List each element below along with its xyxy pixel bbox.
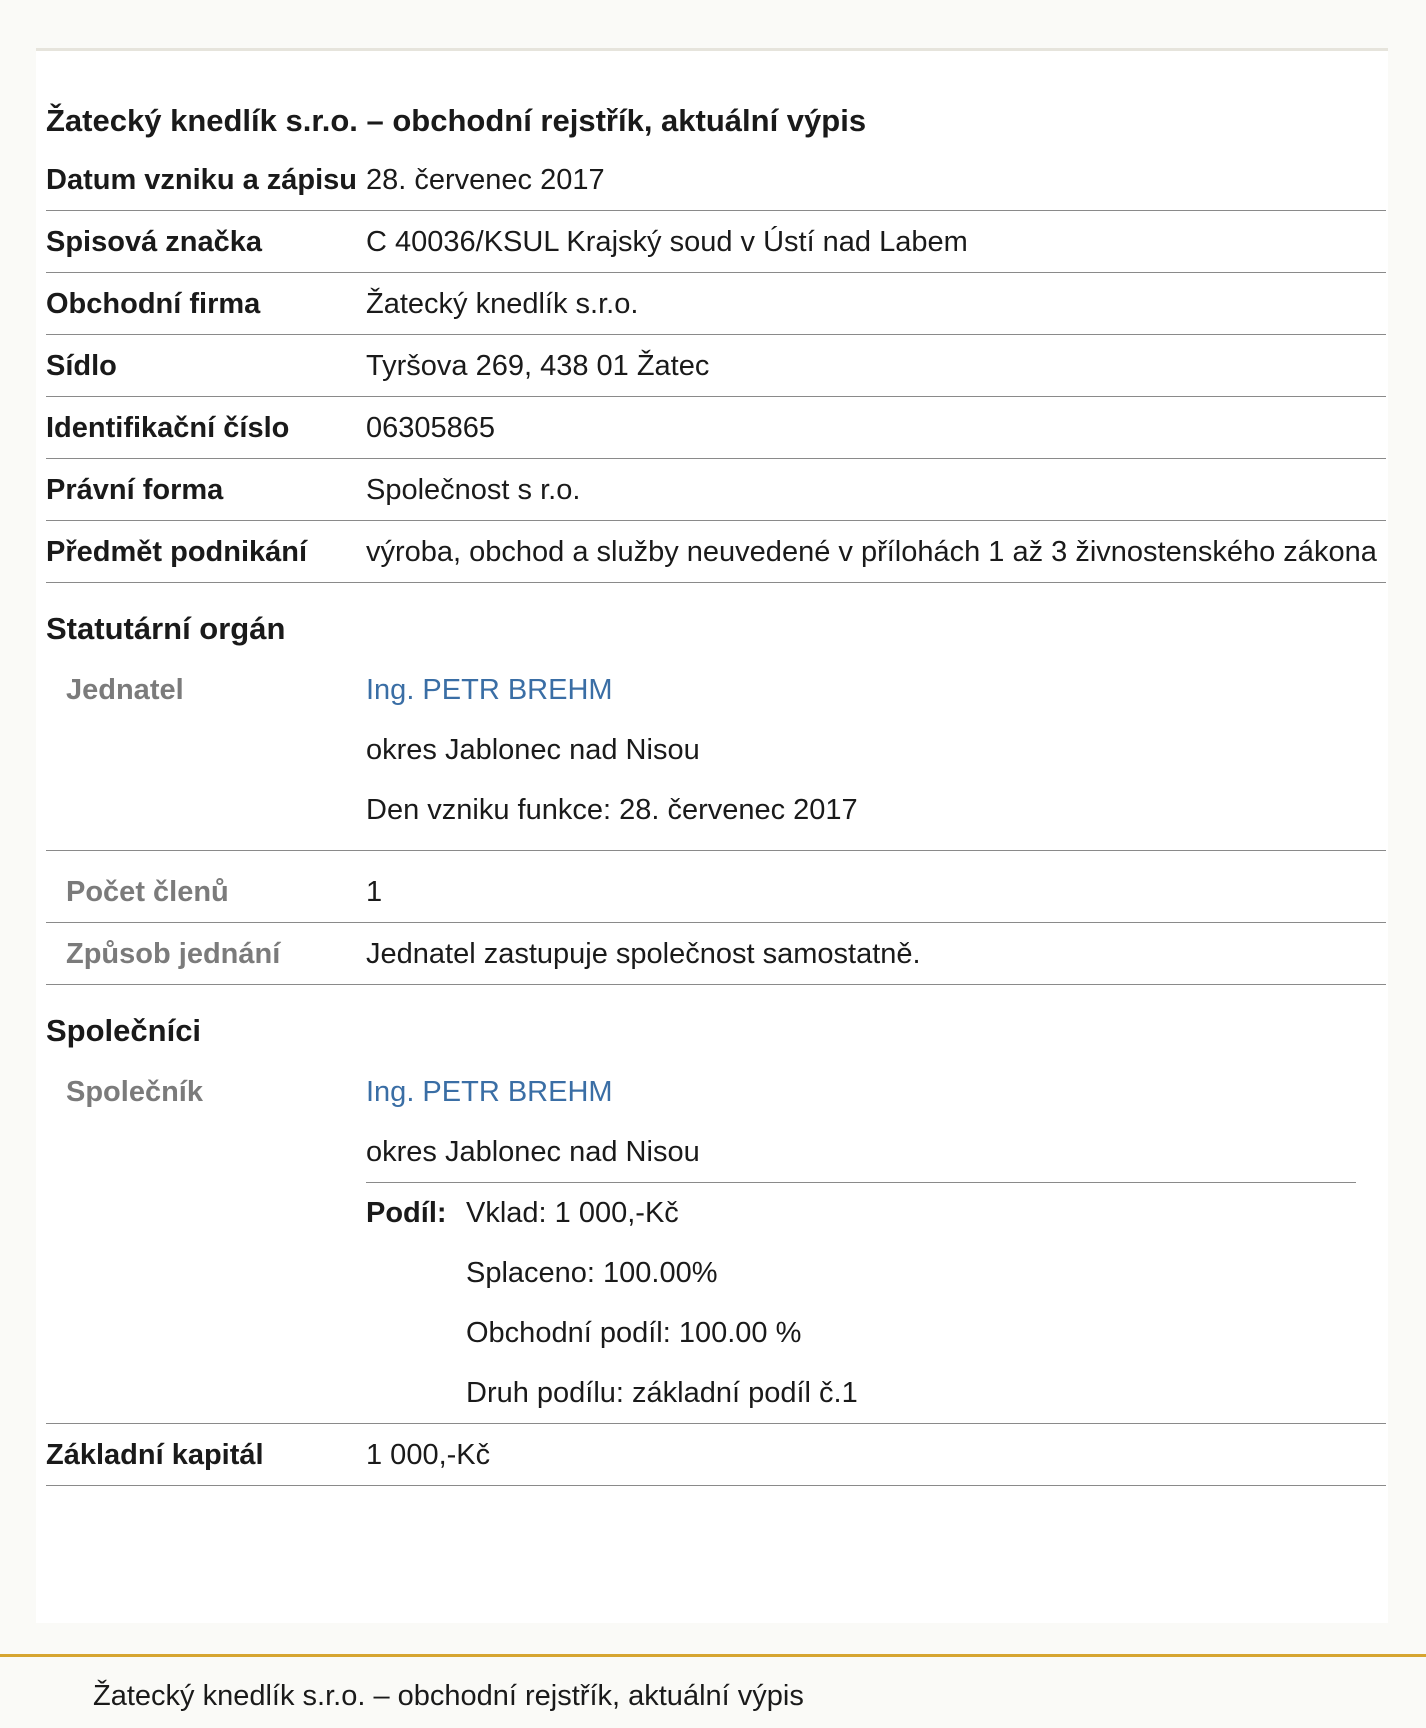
- row-jednatel: [46, 659, 1386, 851]
- jednatel-name-link[interactable]: Ing. PETR BREHM: [366, 674, 613, 706]
- label-jednatel: Jednatel: [46, 659, 366, 851]
- podil-splaceno: Splaceno: 100.00%: [466, 1257, 718, 1289]
- label-zpusob-jednani: Způsob jednání: [46, 923, 366, 985]
- label-datum-vzniku: Datum vzniku a zápisu: [46, 149, 366, 211]
- value-pravni-forma: Společnost s r.o.: [366, 459, 1386, 521]
- page-title: Žatecký knedlík s.r.o. – obchodní rejstřík, aktuální výpis: [46, 103, 867, 138]
- podil-druh: Druh podílu: základní podíl č.1: [466, 1377, 858, 1409]
- label-obchodni-firma: Obchodní firma: [46, 273, 366, 335]
- section-heading-spolecnici: Společníci: [46, 1013, 202, 1048]
- value-datum-vzniku: 28. červenec 2017: [366, 149, 1386, 211]
- podil-vklad: Vklad: 1 000,-Kč: [466, 1197, 679, 1229]
- label-pocet-clenu: Počet členů: [46, 861, 366, 923]
- label-spisova-znacka: Spisová značka: [46, 211, 366, 273]
- row-spolecnik: [46, 1061, 1386, 1424]
- section-spolecnici: [46, 985, 1386, 1062]
- label-zakladni-kapital: Základní kapitál: [46, 1424, 366, 1486]
- value-predmet-podnikani: výroba, obchod a služby neuvedené v přílohách 1 až 3 živnostenského zákona: [366, 521, 1386, 583]
- row-datum-vzniku: [46, 149, 1386, 211]
- value-spolecnik: [366, 1061, 1386, 1424]
- label-spolecnik: Společník: [46, 1061, 366, 1424]
- row-obchodni-firma: [46, 273, 1386, 335]
- value-spisova-znacka: C 40036/KSUL Krajský soud v Ústí nad Labem: [366, 211, 1386, 273]
- podil-label: Podíl:: [366, 1197, 447, 1229]
- register-extract: [36, 51, 1388, 1623]
- label-pravni-forma: Právní forma: [46, 459, 366, 521]
- row-zpusob-jednani: [46, 923, 1386, 985]
- jednatel-district: okres Jablonec nad Nisou: [366, 734, 700, 766]
- spolecnik-name-link[interactable]: Ing. PETR BREHM: [366, 1076, 613, 1108]
- footer-rule: [0, 1654, 1426, 1657]
- row-sidlo: [46, 335, 1386, 397]
- row-pravni-forma: [46, 459, 1386, 521]
- row-ico: [46, 397, 1386, 459]
- footer-title: Žatecký knedlík s.r.o. – obchodní rejstřík, aktuální výpis: [93, 1680, 804, 1712]
- row-predmet-podnikani: [46, 521, 1386, 583]
- value-ico: 06305865: [366, 397, 1386, 459]
- spolecnik-district: okres Jablonec nad Nisou: [366, 1136, 700, 1168]
- gap-row: [46, 851, 1386, 862]
- row-zakladni-kapital: [46, 1424, 1386, 1486]
- section-statutarni-organ: [46, 583, 1386, 660]
- value-pocet-clenu: 1: [366, 861, 1386, 923]
- row-spisova-znacka: [46, 211, 1386, 273]
- label-predmet-podnikani: Předmět podnikání: [46, 521, 366, 583]
- value-jednatel: [366, 659, 1386, 851]
- label-ico: Identifikační číslo: [46, 397, 366, 459]
- value-zakladni-kapital: 1 000,-Kč: [366, 1424, 1386, 1486]
- podil-lines: [466, 1183, 858, 1423]
- jednatel-since: Den vzniku funkce: 28. červenec 2017: [366, 794, 858, 826]
- row-pocet-clenu: [46, 861, 1386, 923]
- value-obchodni-firma: Žatecký knedlík s.r.o.: [366, 273, 1386, 335]
- value-sidlo: Tyršova 269, 438 01 Žatec: [366, 335, 1386, 397]
- section-heading-statutarni: Statutární orgán: [46, 611, 286, 646]
- label-sidlo: Sídlo: [46, 335, 366, 397]
- podil-block: [366, 1183, 1386, 1423]
- value-zpusob-jednani: Jednatel zastupuje společnost samostatně.: [366, 923, 1386, 985]
- podil-obchodni-podil: Obchodní podíl: 100.00 %: [466, 1317, 802, 1349]
- register-table: [46, 149, 1386, 1486]
